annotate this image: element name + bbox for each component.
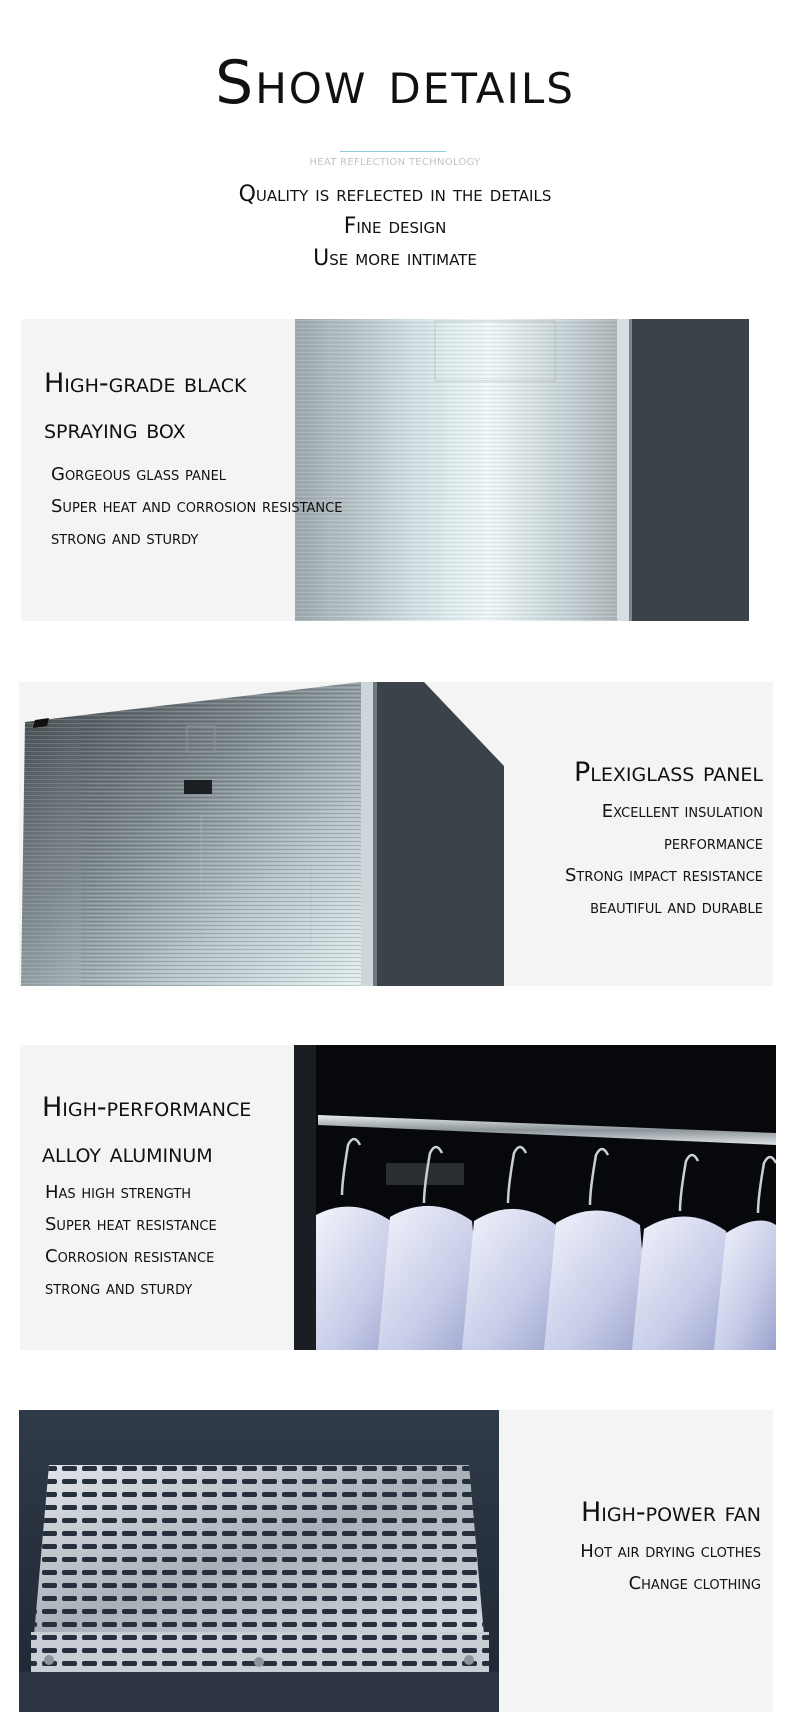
feature-line: Super heat and corrosion resistance bbox=[51, 496, 343, 517]
feature-text bbox=[44, 361, 342, 555]
feature-line: Gorgeous glass panel bbox=[51, 464, 227, 485]
cabinet-panel-photo bbox=[21, 682, 504, 986]
feature-line: Hot air drying clothes bbox=[580, 1541, 761, 1562]
feature-line: Has high strength bbox=[45, 1182, 192, 1203]
page-subtitle: HEAT REFLECTION TECHNOLOGY bbox=[309, 157, 481, 168]
glass-door-photo bbox=[295, 319, 749, 621]
feature-heading: High-grade black bbox=[44, 368, 247, 399]
feature-heading: Plexiglass panel bbox=[574, 757, 763, 788]
feature-heading: spraying box bbox=[44, 414, 186, 445]
title-divider bbox=[340, 151, 446, 152]
feature-line: Strong impact resistance bbox=[564, 865, 763, 886]
feature-heading: High-performance bbox=[42, 1092, 252, 1123]
hanging-shirts-photo bbox=[294, 1045, 776, 1350]
feature-panel-fan bbox=[19, 1410, 773, 1712]
feature-line: Corrosion resistance bbox=[45, 1246, 215, 1267]
tagline-line: Fine design bbox=[343, 214, 447, 239]
fan-grille-photo bbox=[19, 1410, 499, 1712]
feature-line: strong and sturdy bbox=[45, 1278, 193, 1299]
tagline bbox=[0, 179, 790, 275]
feature-heading: High-power fan bbox=[580, 1497, 761, 1528]
feature-text bbox=[42, 1085, 251, 1305]
feature-line: Change clothing bbox=[628, 1573, 761, 1594]
feature-text bbox=[491, 1490, 761, 1600]
feature-panel-spraying-box bbox=[21, 319, 749, 621]
feature-text bbox=[493, 750, 763, 924]
feature-line: Excellent insulation bbox=[601, 801, 763, 822]
feature-line: strong and sturdy bbox=[51, 528, 199, 549]
feature-heading: alloy aluminum bbox=[42, 1138, 213, 1169]
tagline-line: Quality is reflected in the details bbox=[238, 182, 552, 207]
page-title: Show details bbox=[215, 48, 575, 118]
tagline-line: Use more intimate bbox=[313, 246, 477, 271]
feature-panel-plexiglass bbox=[19, 682, 773, 986]
feature-panel-alloy-aluminum bbox=[20, 1045, 776, 1350]
feature-line: performance bbox=[664, 833, 763, 854]
feature-line: Super heat resistance bbox=[45, 1214, 217, 1235]
feature-line: beautiful and durable bbox=[590, 897, 763, 918]
